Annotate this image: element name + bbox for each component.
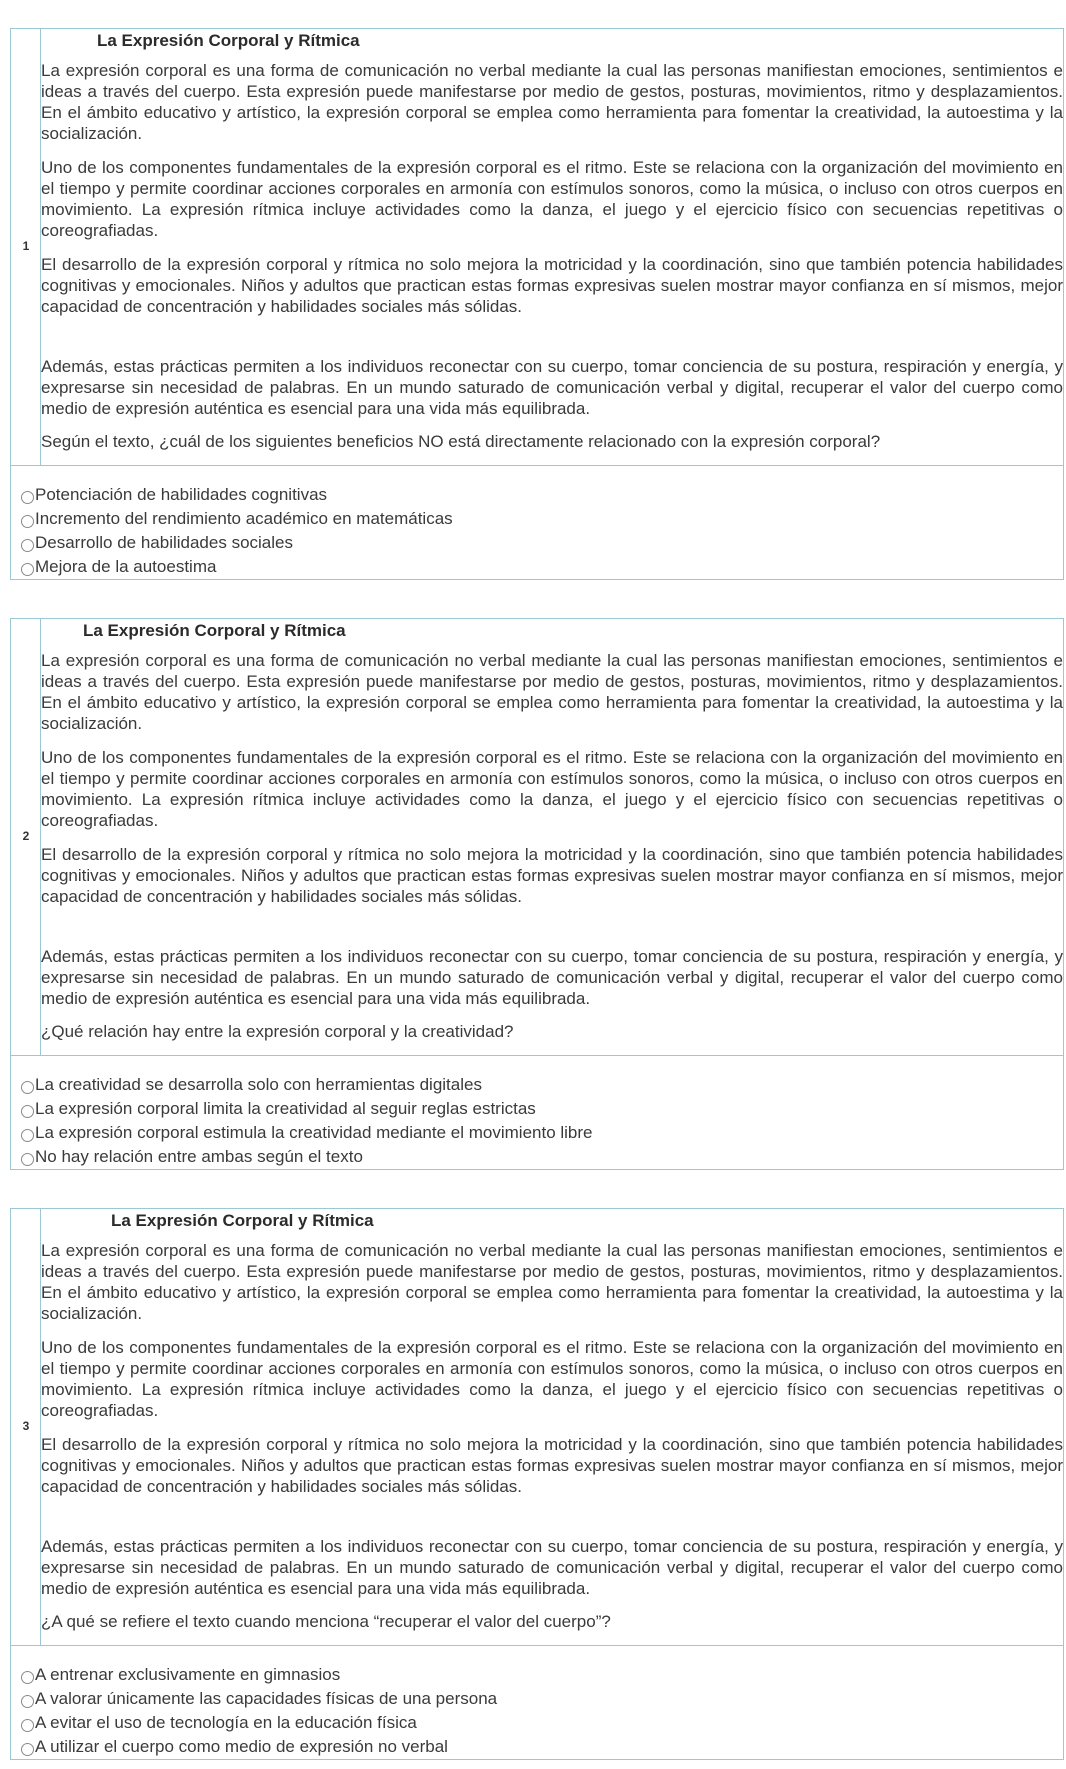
question-number: 3 (22, 1419, 30, 1433)
reading-paragraph: El desarrollo de la expresión corporal y rítmica no solo mejora la motricidad y la coordinación, sino que también potencia habilidades cognitivas y emocionales. Niños y adultos que practican estas formas expresivas suelen mostrar mayor confianza en sí mismos, mejor capacidad de concentración y habilidades sociales más sólidas. (41, 845, 1063, 906)
reading-paragraph: La expresión corporal es una forma de comunicación no verbal mediante la cual las personas manifiestan emociones, sentimientos e ideas a través del cuerpo. Esta expresión puede manifestarse por medio de gestos, posturas, movimientos, ritmo y desplazamientos. En el ámbito educativo y artístico, la expresión corporal se emplea como herramienta para fomentar la creatividad, la autoestima y la socialización. (41, 61, 1063, 143)
reading-paragraph: La expresión corporal es una forma de comunicación no verbal mediante la cual las personas manifiestan emociones, sentimientos e ideas a través del cuerpo. Esta expresión puede manifestarse por medio de gestos, posturas, movimientos, ritmo y desplazamientos. En el ámbito educativo y artístico, la expresión corporal se emplea como herramienta para fomentar la creatividad, la autoestima y la socialización. (41, 1241, 1063, 1323)
question-number-column (11, 619, 41, 1055)
reading-title: La Expresión Corporal y Rítmica (111, 1211, 374, 1230)
answer-option-label: A evitar el uso de tecnología en la educación física (35, 1713, 417, 1732)
radio-button[interactable] (21, 1129, 34, 1142)
reading-paragraph: La expresión corporal es una forma de comunicación no verbal mediante la cual las personas manifiestan emociones, sentimientos e ideas a través del cuerpo. Esta expresión puede manifestarse por medio de gestos, posturas, movimientos, ritmo y desplazamientos. En el ámbito educativo y artístico, la expresión corporal se emplea como herramienta para fomentar la creatividad, la autoestima y la socialización. (41, 651, 1063, 733)
reading-paragraph: Uno de los componentes fundamentales de la expresión corporal es el ritmo. Este se relaciona con la organización del movimiento en el tiempo y permite coordinar acciones corporales en armonía con estímulos sonoros, como la música, o incluso con otros cuerpos en movimiento. La expresión rítmica incluye actividades como la danza, el juego y el ejercicio físico con secuencias repetitivas o coreografiadas. (41, 1338, 1063, 1420)
answer-option[interactable] (21, 556, 216, 578)
answer-option[interactable] (21, 508, 453, 530)
radio-button[interactable] (21, 1081, 34, 1094)
question-body (41, 29, 1063, 465)
answer-option-label: La expresión corporal estimula la creatividad mediante el movimiento libre (35, 1123, 593, 1142)
answer-options (11, 466, 1063, 579)
answer-option-label: Potenciación de habilidades cognitivas (35, 485, 328, 504)
radio-button[interactable] (21, 1153, 34, 1166)
answer-option-label: Mejora de la autoestima (35, 557, 217, 576)
answer-option-label: La expresión corporal limita la creatividad al seguir reglas estrictas (35, 1099, 536, 1118)
question-stem: ¿A qué se refiere el texto cuando menciona “recuperar el valor del cuerpo”? (41, 1612, 611, 1631)
question-body (41, 619, 1063, 1055)
answer-option-label: No hay relación entre ambas según el texto (35, 1147, 363, 1166)
question-number: 2 (22, 829, 30, 843)
reading-paragraph: Uno de los componentes fundamentales de la expresión corporal es el ritmo. Este se relaciona con la organización del movimiento en el tiempo y permite coordinar acciones corporales en armonía con estímulos sonoros, como la música, o incluso con otros cuerpos en movimiento. La expresión rítmica incluye actividades como la danza, el juego y el ejercicio físico con secuencias repetitivas o coreografiadas. (41, 748, 1063, 830)
answer-option[interactable] (21, 1098, 536, 1120)
answer-option[interactable] (21, 1122, 593, 1144)
answer-option-label: Desarrollo de habilidades sociales (35, 533, 293, 552)
reading-paragraph: El desarrollo de la expresión corporal y rítmica no solo mejora la motricidad y la coordinación, sino que también potencia habilidades cognitivas y emocionales. Niños y adultos que practican estas formas expresivas suelen mostrar mayor confianza en sí mismos, mejor capacidad de concentración y habilidades sociales más sólidas. (41, 255, 1063, 316)
radio-button[interactable] (21, 491, 34, 504)
answer-option-label: La creatividad se desarrolla solo con herramientas digitales (35, 1075, 482, 1094)
radio-button[interactable] (21, 1105, 34, 1118)
answer-option[interactable] (21, 1736, 448, 1758)
radio-button[interactable] (21, 515, 34, 528)
reading-paragraph: Uno de los componentes fundamentales de la expresión corporal es el ritmo. Este se relaciona con la organización del movimiento en el tiempo y permite coordinar acciones corporales en armonía con estímulos sonoros, como la música, o incluso con otros cuerpos en movimiento. La expresión rítmica incluye actividades como la danza, el juego y el ejercicio físico con secuencias repetitivas o coreografiadas. (41, 158, 1063, 240)
answer-option-label: Incremento del rendimiento académico en matemáticas (35, 509, 453, 528)
answer-option[interactable] (21, 1664, 340, 1686)
answer-option-label: A utilizar el cuerpo como medio de expresión no verbal (35, 1737, 448, 1756)
answer-option[interactable] (21, 1074, 482, 1096)
radio-button[interactable] (21, 1671, 34, 1684)
question-number: 1 (22, 239, 30, 253)
answer-option[interactable] (21, 532, 293, 554)
radio-button[interactable] (21, 539, 34, 552)
question-number-column (11, 1209, 41, 1645)
question-stem: Según el texto, ¿cuál de los siguientes beneficios NO está directamente relacionado con la expresión corporal? (41, 432, 881, 451)
question-stem: ¿Qué relación hay entre la expresión corporal y la creatividad? (41, 1022, 514, 1041)
question-prompt (11, 29, 1063, 466)
answer-option-label: A entrenar exclusivamente en gimnasios (35, 1665, 341, 1684)
question-block (10, 28, 1064, 580)
question-block (10, 618, 1064, 1170)
reading-paragraph: Además, estas prácticas permiten a los individuos reconectar con su cuerpo, tomar conciencia de su postura, respiración y energía, y expresarse sin necesidad de palabras. En un mundo saturado de comunicación verbal y digital, recuperar el valor del cuerpo como medio de expresión auténtica es esencial para una vida más equilibrada. (41, 357, 1063, 418)
reading-paragraph: Además, estas prácticas permiten a los individuos reconectar con su cuerpo, tomar conciencia de su postura, respiración y energía, y expresarse sin necesidad de palabras. En un mundo saturado de comunicación verbal y digital, recuperar el valor del cuerpo como medio de expresión auténtica es esencial para una vida más equilibrada. (41, 1537, 1063, 1598)
radio-button[interactable] (21, 1719, 34, 1732)
question-body (41, 1209, 1063, 1645)
answer-option[interactable] (21, 1688, 497, 1710)
answer-option[interactable] (21, 1712, 417, 1734)
answer-options (11, 1056, 1063, 1169)
answer-option[interactable] (21, 484, 327, 506)
reading-title: La Expresión Corporal y Rítmica (97, 31, 360, 50)
question-number-column (11, 29, 41, 465)
radio-button[interactable] (21, 563, 34, 576)
question-prompt (11, 619, 1063, 1056)
reading-paragraph: Además, estas prácticas permiten a los individuos reconectar con su cuerpo, tomar conciencia de su postura, respiración y energía, y expresarse sin necesidad de palabras. En un mundo saturado de comunicación verbal y digital, recuperar el valor del cuerpo como medio de expresión auténtica es esencial para una vida más equilibrada. (41, 947, 1063, 1008)
radio-button[interactable] (21, 1695, 34, 1708)
answer-options (11, 1646, 1063, 1759)
question-prompt (11, 1209, 1063, 1646)
radio-button[interactable] (21, 1743, 34, 1756)
answer-option-label: A valorar únicamente las capacidades físicas de una persona (35, 1689, 498, 1708)
reading-paragraph: El desarrollo de la expresión corporal y rítmica no solo mejora la motricidad y la coordinación, sino que también potencia habilidades cognitivas y emocionales. Niños y adultos que practican estas formas expresivas suelen mostrar mayor confianza en sí mismos, mejor capacidad de concentración y habilidades sociales más sólidas. (41, 1435, 1063, 1496)
question-block (10, 1208, 1064, 1760)
answer-option[interactable] (21, 1146, 363, 1168)
reading-title: La Expresión Corporal y Rítmica (83, 621, 346, 640)
